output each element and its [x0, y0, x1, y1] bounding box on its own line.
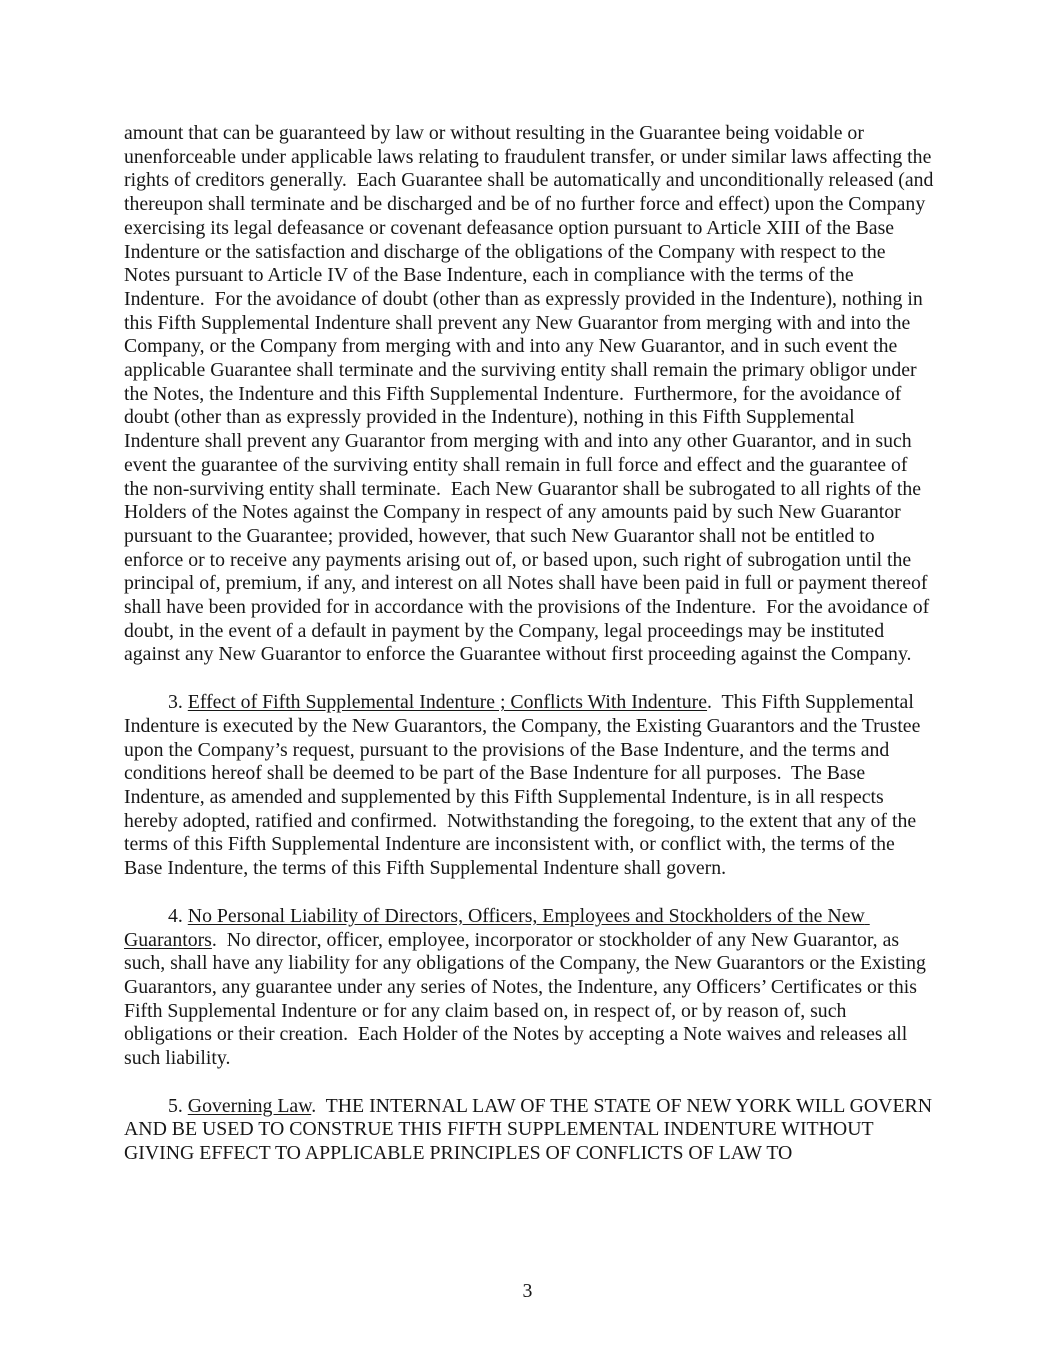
paragraph-continuation-text: amount that can be guaranteed by law or without resulting in the Guarantee being voidable or unenforceable under applicable laws relating to fraudulent transfer, or under similar laws affecting the rights of creditors generally. Each Guarantee shall be automatically and unconditionally released (and thereupon shall terminate and be discharged and be of no further force and effect) upon the Company exercising its legal defeasance or covenant defeasance option pursuant to Article XIII of the Base Indenture or the satisfaction and discharge of the obligations of the Company with respect to the Notes pursuant to Article IV of the Base Indenture, each in compliance with the terms of the Indenture. For the avoidance of doubt (other than as expressly provided in the Indenture), nothing in this Fifth Supplemental Indenture shall prevent any New Guarantor from merging with and into the Company, or the Company from merging with and into any New Guarantor, and in such event the applicable Guarantee shall terminate and the surviving entity shall remain the primary obligor under the Notes, the Indenture and this Fifth Supplemental Indenture. Furthermore, for the avoidance of doubt (other than as expressly provided in the Indenture), nothing in this Fifth Supplemental Indenture shall prevent any Guarantor from merging with and into any other Guarantor, and in such event the guarantee of the surviving entity shall remain in full force and effect and the guarantee of the non-surviving entity shall terminate. Each New Guarantor shall be subrogated to all rights of the Holders of the Notes against the Company in respect of any amounts paid by such New Guarantor pursuant to the Guarantee; provided, however, that such New Guarantor shall not be entitled to enforce or to receive any payments arising out of, or based upon, such right of subrogation until the principal of, premium, if any, and interest on all Notes shall have been paid in full or payment thereof shall have been provided for in accordance with the provisions of the Indenture. For the avoidance of doubt, in the event of a default in payment by the Company, legal proceedings may be instituted against any New Guarantor to enforce the Guarantee without first proceeding against the Company. [124, 122, 939, 666]
document-body [124, 122, 939, 1166]
section-4-number: 4. [168, 904, 188, 927]
section-3-heading-underlined: Effect of Fifth Supplemental Indenture ; Conflicts With Indenture [187, 691, 708, 714]
section-4-body-text: . No director, officer, employee, incorporator or stockholder of any New Guarantor, as such, shall have any liability for any obligations of the Company, the New Guarantors or the Existing Guarantors, any guarantee under any series of Notes, the Indenture, any Officers’ Certificates or this Fifth Supplemental Indenture or for any claim based on, in respect of, or by reason of, such obligations or their creation. Each Holder of the Notes by accepting a Note waives and releases all such liability. [124, 928, 931, 1070]
page-number: 3 [522, 1280, 533, 1302]
section-4-heading-underlined: No Personal Liability of Directors, Officers, Employees and Stockholders of the New Guarantors [124, 904, 870, 951]
section-3-number: 3. [168, 691, 188, 714]
section-5-heading-underlined: Governing Law [187, 1094, 312, 1117]
paragraph-section-3 [124, 691, 934, 881]
paragraph-continuation [124, 122, 939, 667]
paragraph-section-5 [124, 1095, 934, 1166]
paragraph-section-4 [124, 905, 934, 1071]
section-5-number: 5. [168, 1094, 188, 1117]
section-3-body-text: . This Fifth Supplemental Indenture is executed by the New Guarantors, the Company, the Existing Guarantors and the Trustee upon the Company’s request, pursuant to the provisions of the Base Indenture, and the terms and conditions hereof shall be deemed to be part of the Base Indenture for all purposes. The Base Indenture, as amended and supplemented by this Fifth Supplemental Indenture, is in all respects hereby adopted, ratified and confirmed. Notwithstanding the foregoing, to the extent that any of the terms of this Fifth Supplemental Indenture are inconsistent with, or conflict with, the terms of the Base Indenture, the terms of this Fifth Supplemental Indenture shall govern. [124, 691, 926, 880]
section-5-body-text: . THE INTERNAL LAW OF THE STATE OF NEW YORK WILL GOVERN AND BE USED TO CONSTRUE THIS FIFTH SUPPLEMENTAL INDENTURE WITHOUT GIVING EFFECT TO APPLICABLE PRINCIPLES OF CONFLICTS OF LAW TO [124, 1094, 936, 1165]
